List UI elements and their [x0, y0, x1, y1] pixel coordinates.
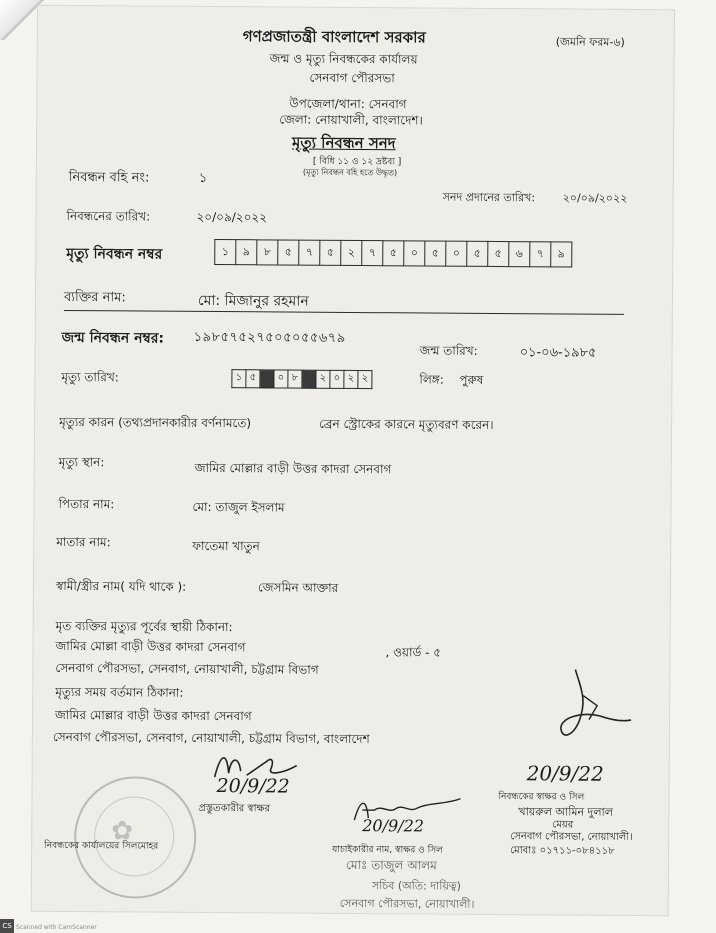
- reg-digit: ০: [446, 241, 467, 266]
- reg-digit: ৫: [425, 241, 446, 266]
- death-place-value: জামির মোল্লার বাড়ী উত্তর কাদরা সেনবাগ: [194, 460, 392, 477]
- mother-value: ফাতেমা খাতুন: [192, 538, 260, 554]
- seal-label: নিবন্ধকের কার্যালয়ের সিলমোহর: [44, 840, 159, 852]
- registrar-signature-mark: [553, 659, 634, 750]
- reg-digit: ৫: [278, 240, 299, 265]
- person-name-value: মো: মিজানুর রহমান: [197, 292, 309, 310]
- mother-label: মাতার নাম:: [56, 534, 111, 550]
- registrar-label: নিবন্ধকের স্বাক্ষর ও সিল: [498, 792, 585, 803]
- upazila-line: উপজেলা/থানা: সেনবাগ: [289, 96, 407, 112]
- birth-reg-no-label: জন্ম নিবন্ধন নম্বর:: [61, 329, 165, 347]
- issue-date-value: ২০/০৯/২০২২: [562, 191, 628, 205]
- reg-digit: ৫: [467, 241, 488, 266]
- reg-digit: ৭: [362, 241, 383, 266]
- date-digit: ০: [330, 370, 344, 388]
- permanent-address-label: মৃত ব্যক্তির মৃত্যুর পূর্বের স্থায়ী ঠিকানা:: [55, 618, 233, 635]
- present-address-line1: জামির মোল্লার বাড়ী উত্তর কাদরা সেনবাগ: [55, 707, 252, 724]
- death-reg-no-label: মৃত্যু নিবন্ধন নম্বর: [66, 245, 163, 263]
- seal-inner-ring: [94, 796, 175, 877]
- verifier-date: 20/9/22: [362, 816, 425, 836]
- gender-value: পুরুষ: [459, 372, 484, 387]
- verifier-office: সেনবাগ পৌরসভা, নোয়াখালী।: [339, 896, 475, 911]
- reg-digit: ৫: [488, 241, 509, 266]
- registrar-phone: মোবাঃ ০১৭১১-০৮৪১১৮: [510, 845, 615, 857]
- death-reg-no-grid: [214, 239, 572, 267]
- date-digit: ৫: [246, 370, 260, 388]
- form-number: (জমনি ফরম-৬): [555, 35, 625, 49]
- register-book-value: ১: [198, 170, 208, 186]
- spouse-value: জেসমিন আক্তার: [257, 580, 339, 595]
- reg-digit: ৫: [320, 240, 341, 265]
- registrar-name: খায়রুল আমিন দুলাল: [518, 805, 613, 819]
- verifier-name: মোঃ তাজুল আলম: [345, 857, 437, 873]
- preparer-label: প্রস্তুতকারীর স্বাক্ষর: [198, 802, 271, 815]
- date-digit: ২: [344, 370, 358, 388]
- present-address-label: মৃত্যুর সময় বর্তমান ঠিকানা:: [55, 684, 184, 700]
- permanent-address-line2: সেনবাগ পৌরসভা, সেনবাগ, নোয়াখালী, চট্টগ্রাম বিভাগ: [55, 660, 319, 677]
- extract-note: (মৃত্যু নিবন্ধন বহি হতে উদ্ধৃত): [302, 167, 398, 178]
- camscanner-watermark: Scanned with CamScanner: [16, 924, 97, 931]
- reg-digit: ০: [404, 241, 425, 266]
- divider-line: [64, 310, 624, 315]
- date-digit: ২: [316, 370, 330, 388]
- reg-digit: ৯: [551, 242, 572, 267]
- present-address-line2: সেনবাগ পৌরসভা, সেনবাগ, নোয়াখালী, চট্টগ্রাম বিভাগ, বাংলাদেশ: [52, 729, 370, 747]
- date-separator: [302, 370, 316, 388]
- reg-digit: ২: [341, 240, 362, 265]
- birth-date-value: ০১-০৬-১৯৮৫: [519, 345, 597, 361]
- death-place-label: মৃত্যু স্থান:: [58, 454, 105, 470]
- death-date-label: মৃত্যু তারিখ:: [61, 369, 119, 385]
- permanent-address-ward: , ওয়ার্ড - ৫: [385, 645, 442, 660]
- permanent-address-line1: জামির মোল্লা বাড়ী উত্তর কাদরা সেনবাগ: [55, 638, 246, 655]
- spouse-label: স্বামী/স্ত্রীর নাম( যদি থাকে ):: [55, 578, 187, 594]
- birth-reg-no-value: ১৯৮৫৭৫২৭৫০৫০৫৫৬৭৯: [193, 329, 346, 346]
- date-digit: ২: [358, 371, 372, 389]
- preparer-date: 20/9/22: [216, 775, 290, 798]
- date-digit: ০: [274, 370, 288, 388]
- reg-digit: ৮: [257, 240, 278, 265]
- father-label: পিতার নাম:: [58, 496, 115, 512]
- seal-emblem-icon: ✿: [111, 816, 134, 847]
- issue-date-label: সনদ প্রদানের তারিখ:: [442, 190, 536, 205]
- reg-digit: ৬: [509, 242, 530, 267]
- cause-label: মৃত্যুর কারন (তথ্যপ্রদানকারীর বর্ণনামতে): [59, 414, 252, 431]
- reg-digit: ৫: [383, 241, 404, 266]
- district-line: জেলা: নোয়াখালী, বাংলাদেশ।: [279, 112, 423, 128]
- reg-digit: ১: [215, 240, 236, 265]
- verifier-label: যাচাইকারীর নাম, স্বাক্ষর ও সিল: [332, 844, 443, 856]
- gender-label: লিঙ্গ:: [419, 372, 444, 387]
- person-name-label: ব্যক্তির নাম:: [63, 289, 126, 306]
- pourashava-name: সেনবাগ পৌরসভা: [309, 70, 395, 86]
- cause-value: ব্রেন স্ট্রোকের কারনে মৃত্যুবরণ করেন।: [319, 416, 494, 432]
- camscanner-logo: CS: [0, 919, 14, 933]
- registrar-date: 20/9/22: [526, 761, 604, 786]
- birth-date-label: জন্ম তারিখ:: [419, 343, 478, 358]
- registrar-office: সেনবাগ পৌরসভা, নোয়াখালী।: [510, 831, 633, 843]
- office-name: জন্ম ও মৃত্যু নিবন্ধকের কার্যালয়: [269, 51, 418, 67]
- registrar-title: মেয়র: [552, 819, 574, 831]
- death-certificate: [32, 6, 674, 915]
- date-digit: ৮: [288, 370, 302, 388]
- father-value: মো: তাজুল ইসলাম: [192, 499, 285, 515]
- reg-digit: ৭: [530, 242, 551, 267]
- register-book-label: নিবন্ধন বহি নং:: [68, 169, 150, 186]
- reg-digit: ৯: [236, 240, 257, 265]
- reg-digit: ৭: [299, 240, 320, 265]
- certificate-title: মৃত্যু নিবন্ধন সনদ: [291, 133, 396, 153]
- date-separator: [260, 370, 274, 388]
- registration-date-label: নিবন্ধনের তারিখ:: [66, 208, 151, 224]
- date-digit: ১: [232, 370, 246, 388]
- rule-reference: [ বিধি ১১ ও ১২ দ্রষ্টব্য ]: [312, 156, 402, 168]
- verifier-stamp: [332, 853, 532, 922]
- death-date-grid: [231, 369, 372, 389]
- government-heading: গণপ্রজাতন্ত্রী বাংলাদেশ সরকার: [242, 27, 426, 47]
- registration-date-value: ২০/০৯/২০২২: [196, 209, 268, 225]
- verifier-title: সচিব (অতি: দায়িত্ব): [371, 879, 462, 893]
